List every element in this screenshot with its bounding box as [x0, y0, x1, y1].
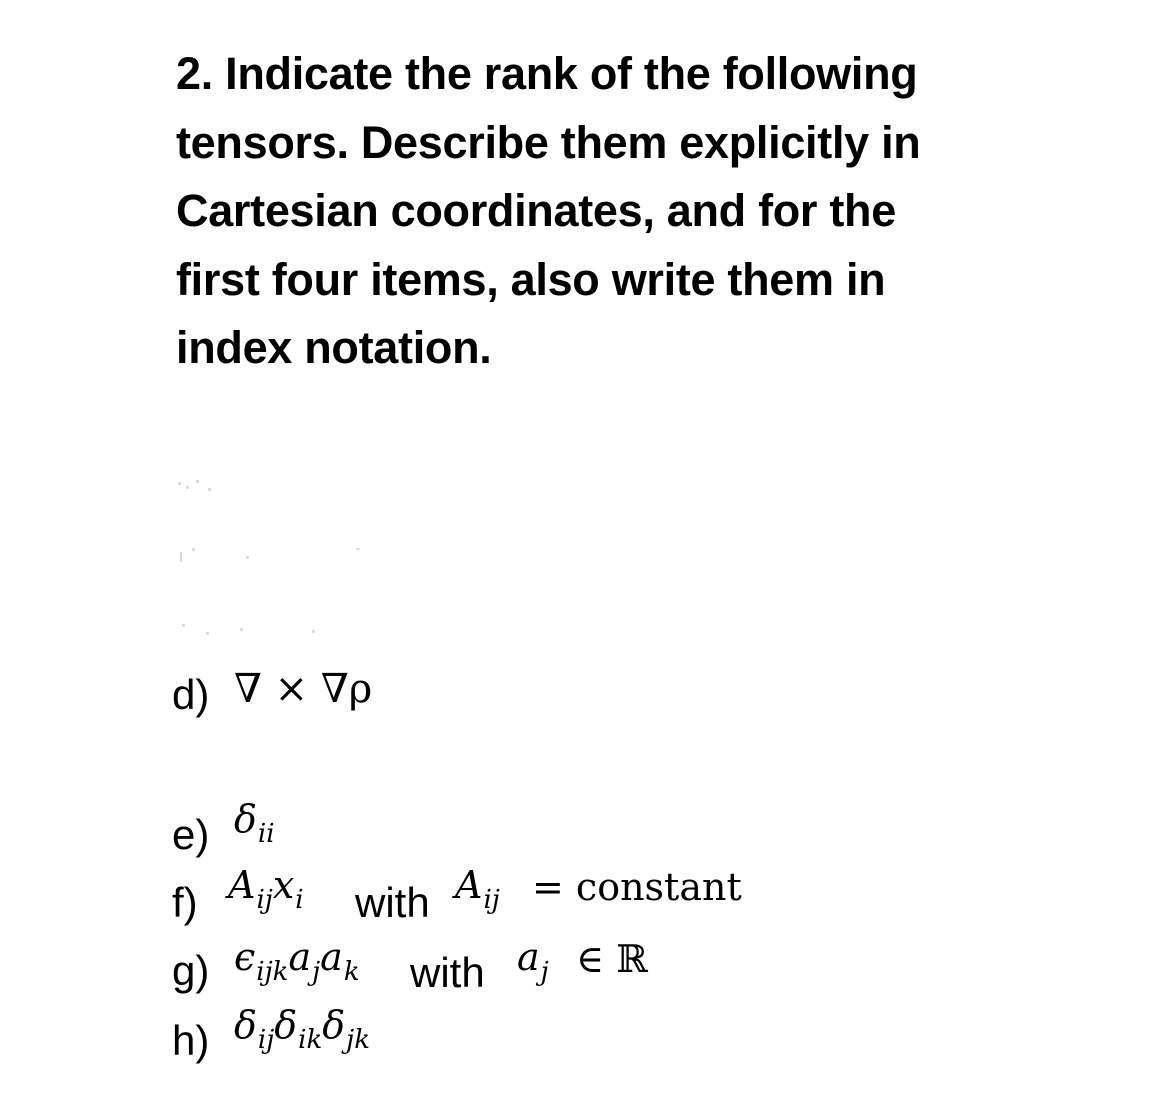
index-ij: ij — [483, 885, 500, 915]
index-ik: ik — [298, 1025, 323, 1055]
item-e-label: e) — [172, 811, 210, 858]
symbol-a: a — [320, 935, 343, 979]
symbol-a: a — [517, 935, 540, 979]
symbol-A: A — [228, 863, 256, 907]
item-e-expression — [234, 797, 275, 849]
kronecker-delta: δ — [234, 797, 257, 841]
levi-civita-symbol: ϵ — [234, 935, 256, 979]
kronecker-delta: δ — [234, 1003, 257, 1047]
symbol-A: A — [455, 863, 483, 907]
kronecker-delta: δ — [322, 1003, 346, 1047]
index-j: j — [312, 957, 321, 987]
item-g-with: with — [410, 949, 485, 996]
heading-line-2: tensors. Describe them explicitly in — [176, 116, 921, 168]
index-i: i — [295, 885, 304, 915]
kronecker-delta: δ — [274, 1003, 298, 1047]
problem-heading — [176, 40, 1056, 383]
heading-line-4: first four items, also write them in — [176, 253, 886, 305]
symbol-a: a — [288, 935, 312, 979]
item-d-label: d) — [172, 671, 210, 718]
item-h-product — [234, 1003, 370, 1055]
item-g-condition — [517, 935, 549, 987]
heading-line-1: 2. Indicate the rank of the following — [176, 48, 918, 99]
item-g-product — [234, 935, 360, 987]
index-ijk: ijk — [256, 957, 289, 987]
index-ij: ij — [256, 885, 273, 915]
item-d-expression: ∇ × ∇ρ — [234, 666, 373, 712]
index-j: j — [540, 957, 549, 987]
item-g-relation: ∈ ℝ — [576, 937, 648, 981]
item-g-label: g) — [172, 947, 210, 994]
item-f-with: with — [355, 879, 430, 926]
index-jk: jk — [346, 1025, 370, 1055]
item-h-label: h) — [172, 1017, 210, 1064]
heading-line-5: index notation. — [176, 322, 492, 373]
index-k: k — [343, 957, 360, 987]
item-f-rhs: = constant — [532, 865, 742, 909]
item-f-product — [228, 863, 304, 915]
index-ij: ij — [257, 1025, 275, 1055]
index-ii: ii — [257, 819, 275, 849]
item-f-condition — [455, 863, 500, 915]
heading-line-3: Cartesian coordinates, and for the — [176, 185, 896, 236]
symbol-x: x — [272, 863, 295, 907]
item-f-label: f) — [172, 879, 198, 926]
